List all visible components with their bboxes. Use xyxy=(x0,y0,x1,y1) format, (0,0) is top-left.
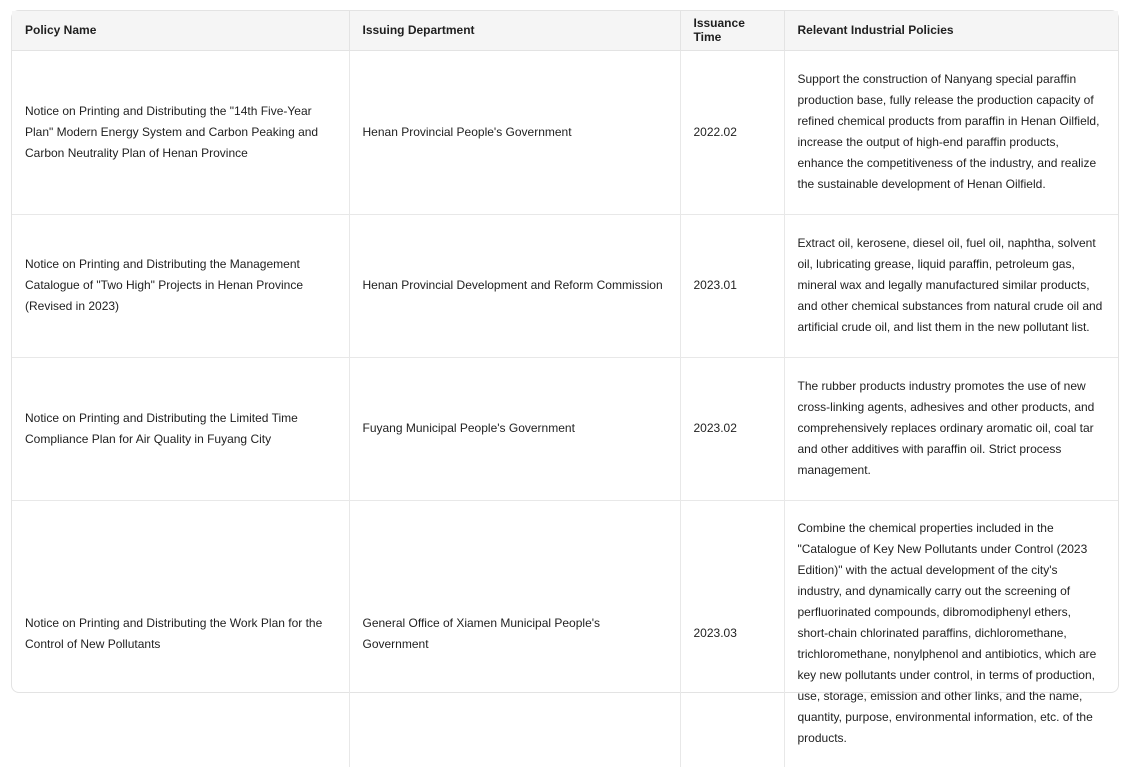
table-row xyxy=(12,357,1118,500)
cell-policy-name: Notice on Printing and Distributing the Management Catalogue of "Two High" Projects in Henan Province (Revised in 2023) xyxy=(12,214,349,357)
cell-issuance-time: 2022.02 xyxy=(680,50,784,214)
cell-issuing-department: Henan Provincial People's Government xyxy=(349,50,680,214)
cell-issuing-department: Fuyang Municipal People's Government xyxy=(349,357,680,500)
header-policy-name: Policy Name xyxy=(12,11,349,50)
header-relevant-policies: Relevant Industrial Policies xyxy=(784,11,1118,50)
policy-table-container xyxy=(11,10,1119,745)
cell-relevant-policies: Combine the chemical properties included in the "Catalogue of Key New Pollutants under Control (2023 Edition)" with the actual development of the city's industry, and dynamically carry out the screening of perfluorinated compounds, dibromodiphenyl ethers, short-chain chlorinated paraffins, dichloromethane, trichloromethane, nonylphenol and antibiotics, which are key new pollutants under control, in terms of production, use, storage, emission and other links, and the name, quantity, purpose, environmental information, etc. of the products. xyxy=(797,521,1097,745)
cell-issuance-time: 2023.03 xyxy=(680,500,784,767)
cell-issuance-time: 2023.01 xyxy=(680,214,784,357)
cell-relevant-policies: The rubber products industry promotes the use of new cross-linking agents, adhesives and other products, and comprehensively replaces ordinary aromatic oil, coal tar and other additives with paraffin oil. Strict process management. xyxy=(784,357,1118,500)
policy-table xyxy=(12,11,1118,767)
table-row xyxy=(12,50,1118,214)
table-row xyxy=(12,500,1118,767)
cell-issuing-department: General Office of Xiamen Municipal People's Government xyxy=(349,500,680,767)
header-issuing-department: Issuing Department xyxy=(349,11,680,50)
cell-policy-name: Notice on Printing and Distributing the Limited Time Compliance Plan for Air Quality in Fuyang City xyxy=(12,357,349,500)
cell-policy-name: Notice on Printing and Distributing the "14th Five-Year Plan" Modern Energy System and Carbon Peaking and Carbon Neutrality Plan of Henan Province xyxy=(12,50,349,214)
cell-relevant-policies: Extract oil, kerosene, diesel oil, fuel oil, naphtha, solvent oil, lubricating grease, liquid paraffin, petroleum gas, mineral wax and legally manufactured similar products, and other chemical substances from natural crude oil and artificial crude oil, and list them in the new pollutant list. xyxy=(784,214,1118,357)
cell-issuance-time: 2023.02 xyxy=(680,357,784,500)
cell-policy-name: Notice on Printing and Distributing the Work Plan for the Control of New Pollutants xyxy=(12,500,349,767)
table-row xyxy=(12,214,1118,357)
table-header-row xyxy=(12,11,1118,50)
cell-relevant-policies: Support the construction of Nanyang special paraffin production base, fully release the production capacity of refined chemical products from paraffin in Henan Oilfield, increase the output of high-end paraffin products, enhance the competitiveness of the industry, and realize the sustainable development of Henan Oilfield. xyxy=(784,50,1118,214)
cell-issuing-department: Henan Provincial Development and Reform Commission xyxy=(349,214,680,357)
header-issuance-time: Issuance Time xyxy=(680,11,784,50)
